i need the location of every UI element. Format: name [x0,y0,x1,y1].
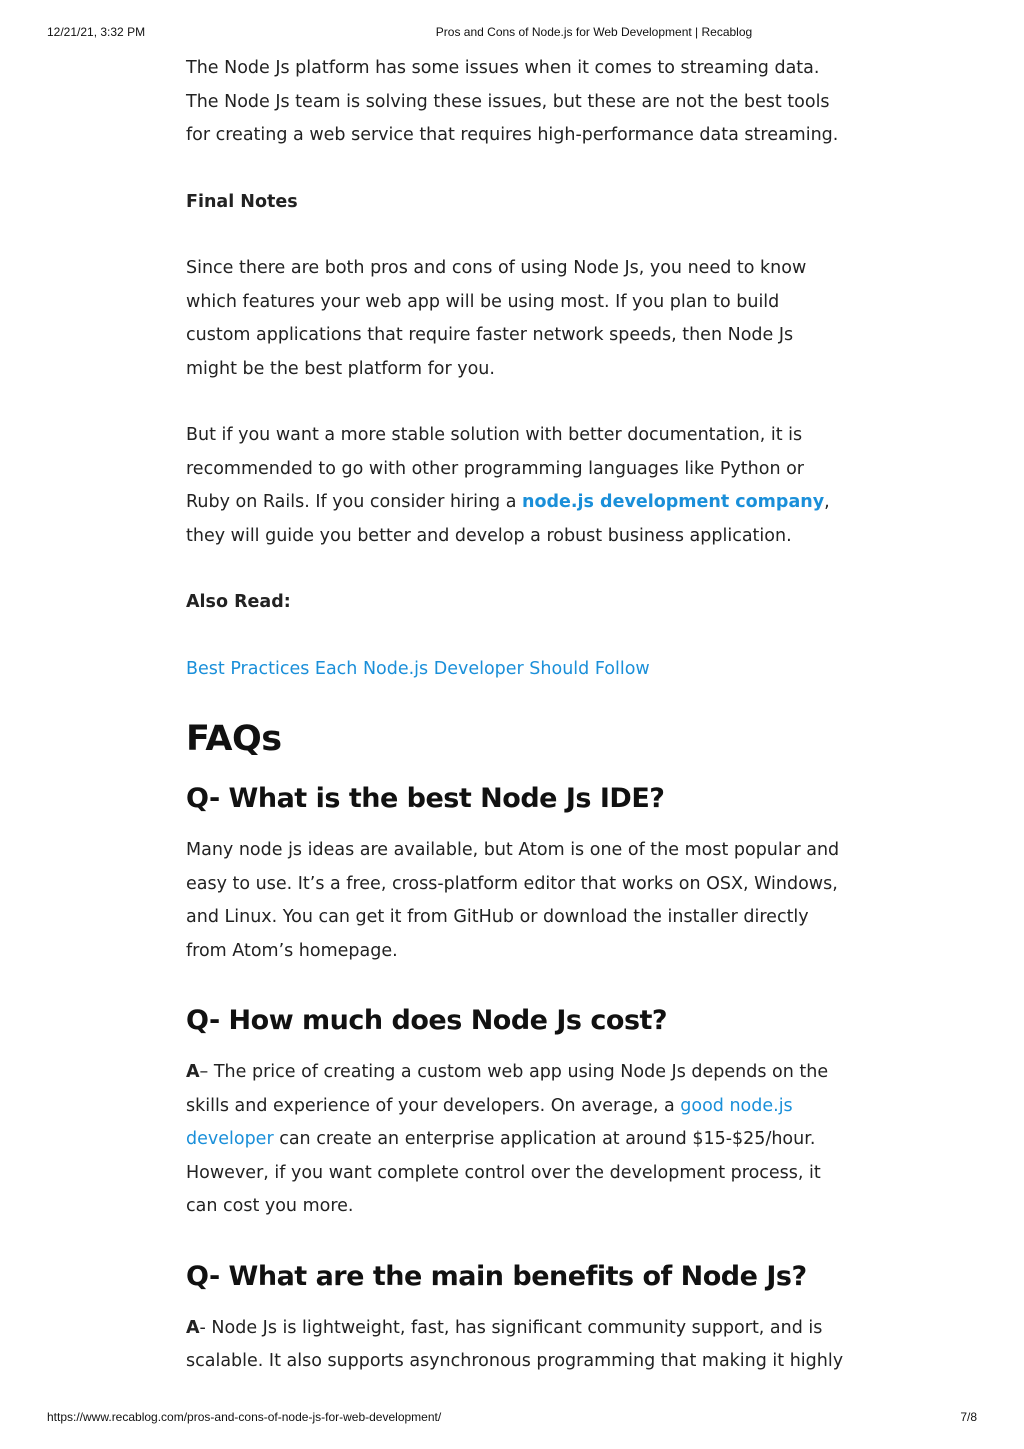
faq-answer-benefits-text: - Node Js is lightweight, fast, has significant community support, and is scalable. It also supports asynchronous programming that making it highly [186,1317,844,1371]
also-read-item [186,653,846,687]
faq-answer-cost-end: can create an enterprise application at around $15-$25/hour. However, if you want complete control over the development process, it can cost you more. [186,1129,821,1216]
paragraph-streaming: The Node Js platform has some issues when it comes to streaming data. The Node Js team is solving these issues, but these are not the best tools for creating a web service that requires high-performance data streaming. [186,58,839,145]
print-datetime: 12/21/21, 3:32 PM [47,25,146,39]
article-content [186,52,846,1379]
answer-prefix: A [186,1317,200,1338]
print-page-title: Pros and Cons of Node.js for Web Development | Recablog [435,25,753,39]
nodejs-development-company-link[interactable]: node.js development company [522,492,825,512]
also-read-label: Also Read: [186,592,291,612]
print-header [0,25,1024,43]
paragraph-final-notes-2-start: But if you want a more stable solution with better documentation, it is recommended to go with other programming languages like Python or Ruby on Rails. If you consider hiring a [186,425,805,512]
good-nodejs-developer-link[interactable]: good node.js developer [186,1095,793,1149]
final-notes-heading: Final Notes [186,191,298,212]
best-practices-link[interactable]: Best Practices Each Node.js Developer Should Follow [186,658,650,679]
faq-question-benefits: Q- What are the main benefits of Node Js? [186,1260,807,1292]
faq-answer-benefits [186,1312,846,1379]
faq-answer-ide: Many node js ideas are available, but Atom is one of the most popular and easy to use. It’s a free, cross-platform editor that works on OSX, Windows, and Linux. You can get it from GitHub or download the installer directly from Atom’s homepage. [186,840,840,961]
print-page-number: 7/8 [960,1410,977,1424]
faq-question-ide: Q- What is the best Node Js IDE? [186,783,665,814]
paragraph-final-notes-2 [186,419,846,553]
answer-prefix: A [186,1062,200,1082]
paragraph-final-notes-1: Since there are both pros and cons of using Node Js, you need to know which features your web app will be using most. If you plan to build custom applications that require faster network speeds, then Node Js might be the best platform for you. [186,258,807,379]
print-url: https://www.recablog.com/pros-and-cons-of-node-js-for-web-development/ [47,1410,442,1424]
faq-question-cost: Q- How much does Node Js cost? [186,1005,668,1036]
faqs-heading: FAQs [186,719,282,759]
paragraph-final-notes-2-end: , they will guide you better and develop a robust business application. [186,492,830,546]
faq-answer-cost-start: – The price of creating a custom web app using Node Js depends on the skills and experience of your developers. On average, a [186,1062,829,1116]
faq-answer-cost [186,1056,846,1224]
